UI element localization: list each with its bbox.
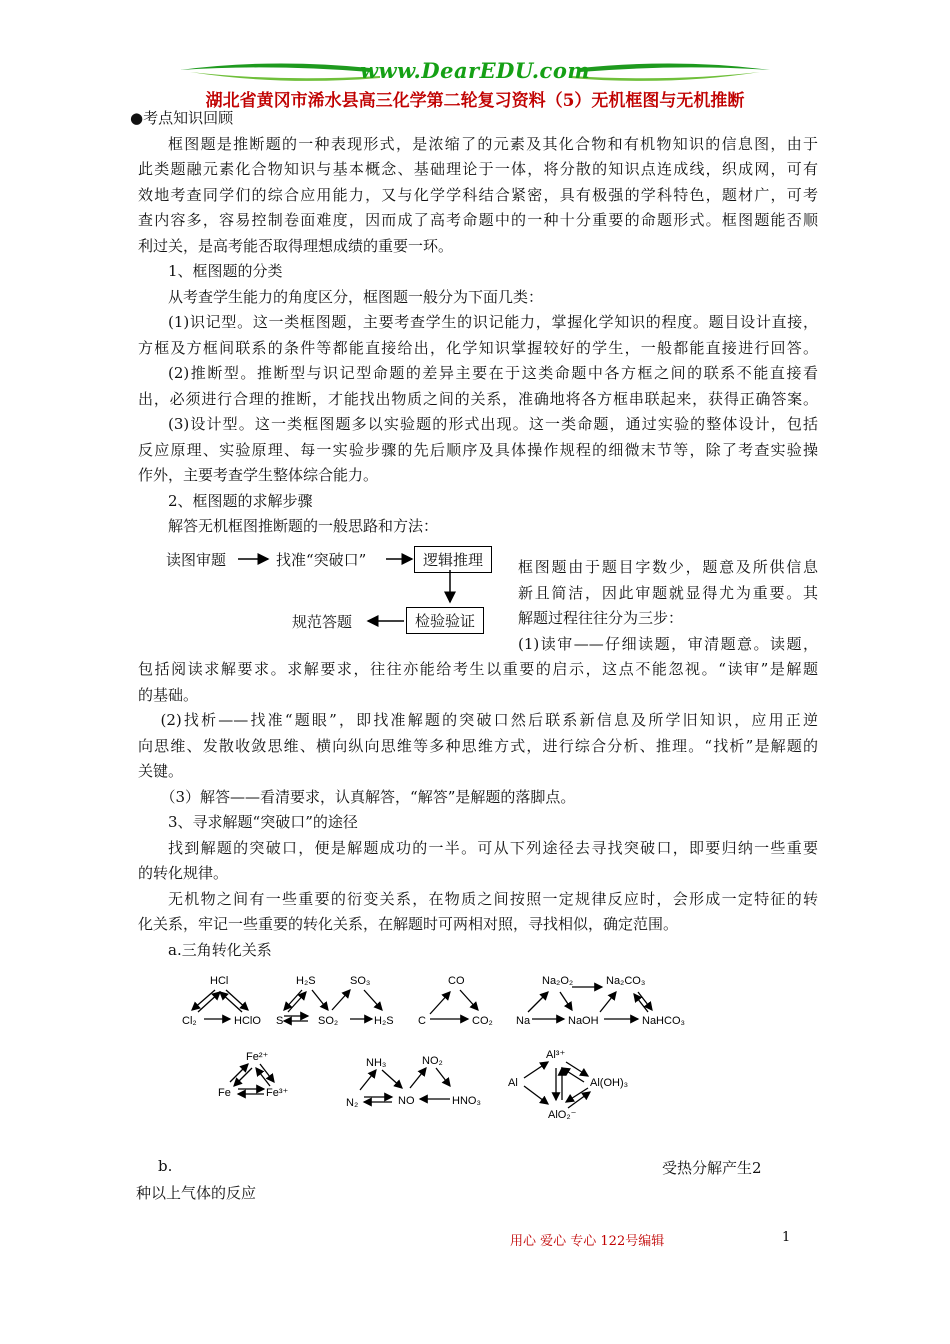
step-1-line: 的基础。 [138, 685, 199, 704]
subsection-b-text: 受热分解产生2 [662, 1159, 762, 1177]
chem-n2: N₂ [346, 1097, 359, 1109]
chem-co2: CO₂ [472, 1015, 493, 1027]
chem-hclo: HClO [234, 1015, 261, 1027]
intro-line: 框图题是推断题的一种表现形式，是浓缩了的元素及其化合物和有机物知识的信息图，由于 [168, 134, 818, 153]
subsection-b-cont: 种以上气体的反应 [136, 1184, 257, 1202]
section-2-heading: 2、框图题的求解步骤 [168, 491, 313, 510]
subsection-b-label: b. [158, 1157, 173, 1175]
flow-step-find: 找准“突破口” [276, 551, 367, 569]
chem-h2s-2: H₂S [374, 1015, 394, 1027]
chem-h2s: H₂S [296, 975, 316, 987]
section-3-line: 化关系，牢记一些重要的转化关系，在解题时可两相对照，寻找相似，确定范围。 [138, 915, 679, 933]
section-3-line: 的转化规律。 [138, 864, 229, 882]
chem-no: NO [398, 1095, 415, 1107]
section-2-intro: 解答无机框图推断题的一般思路和方法： [168, 517, 439, 535]
side-line: 新且简洁，因此审题就显得尤为重要。其 [518, 583, 818, 602]
side-line: 解题过程往往分为三步： [518, 609, 684, 627]
type-3-line: 反应原理、实验原理、每一实验步骤的先后顺序及具体操作规程的细微末节等，除了考查实验操 [138, 440, 818, 459]
step-2-line: 关键。 [138, 762, 184, 780]
type-3-line: (3)设计型。这一类框图题多以实验题的形式出现。这一类命题，通过实验的整体设计，包括 [168, 415, 818, 433]
section-3-line: 无机物之间有一些重要的衍变关系，在物质之间按照一定规律反应时，会形成一定特征的转 [168, 889, 818, 908]
flow-step-answer: 规范答题 [292, 613, 353, 631]
chem-c: C [418, 1015, 426, 1027]
step-2-line: 向思维、发散收敛思维、横向纵向思维等多种思维方式，进行综合分析、推理。“找析”是解题的 [138, 736, 818, 755]
chem-aloh3: Al(OH)₃ [590, 1077, 629, 1089]
chem-co: CO [448, 975, 465, 987]
section-3-line: 找到解题的突破口，便是解题成功的一半。可从下列途径去寻找突破口，即要归纳一些重要 [168, 838, 818, 857]
step-3-line: （3）解答——看清要求，认真解答，“解答”是解题的落脚点。 [160, 787, 576, 806]
chem-naoh: NaOH [568, 1015, 599, 1027]
chem-so2: SO₂ [318, 1015, 339, 1027]
solving-flow-diagram [160, 540, 520, 650]
type-3-line: 作外，主要考查学生整体综合能力。 [138, 466, 379, 484]
subsection-a: a.三角转化关系 [168, 940, 272, 959]
chem-so3: SO₃ [350, 975, 371, 987]
flow-step-read: 读图审题 [166, 551, 227, 569]
type-1-line: (1)识记型。这一类框图题，主要考查学生的识记能力，掌握化学知识的程度。题目设计直接， [168, 313, 818, 331]
side-line: 框图题由于题目字数少，题意及所供信息 [518, 558, 818, 576]
flow-step-reason: 逻辑推理 [414, 546, 492, 573]
chem-al: Al [508, 1077, 518, 1089]
section-1-intro: 从考查学生能力的角度区分，框图题一般分为下面几类： [168, 287, 544, 306]
chem-nh3: NH₃ [366, 1057, 387, 1069]
chem-na2o2: Na₂O₂ [542, 975, 574, 987]
intro-section [130, 106, 818, 540]
chem-fe: Fe [218, 1087, 231, 1099]
chem-al3: Al³⁺ [546, 1049, 566, 1061]
triangle-conversion-diagrams [160, 968, 720, 1148]
chem-na2co3: Na₂CO₃ [606, 975, 646, 987]
steps-section [138, 657, 818, 963]
chem-alo2: AlO₂⁻ [548, 1109, 577, 1121]
chem-hcl: HCl [210, 975, 229, 987]
flow-step-verify: 检验验证 [406, 607, 484, 634]
section-1-heading: 1、框图题的分类 [168, 262, 283, 280]
chem-nahco3: NaHCO₃ [642, 1015, 685, 1027]
intro-line: 此类题融元素化合物知识与基本概念、基础理论于一体，将分散的知识点连成线，织成网，可有 [138, 160, 818, 178]
site-logo [180, 56, 770, 86]
type-2-line: (2)推断型。推断型与识记型命题的差异主要在于这类命题中各方框之间的联系不能直接看 [168, 364, 818, 382]
step-1-line: 包括阅读求解要求。求解要求，往往亦能给考生以重要的启示，这点不能忽视。“读审”是解题 [138, 660, 818, 678]
chem-fe2: Fe²⁺ [246, 1051, 269, 1063]
chem-no2: NO₂ [422, 1055, 443, 1067]
chem-s: S [276, 1015, 284, 1027]
intro-line: 效地考查同学们的综合应用能力，又与化学学科结合紧密，具有极强的学科特色，题材广，可考 [138, 185, 818, 204]
intro-line: 查内容多，容易控制卷面难度，因而成了高考命题中的一种十分重要的命题形式。框图题能否顺 [138, 211, 818, 229]
type-1-line: 方框及方框间联系的条件等都能直接给出，化学知识掌握较好的学生，一般都能直接进行回答。 [138, 338, 818, 357]
section-heading: ●考点知识回顾 [130, 109, 234, 127]
chem-hno3: HNO₃ [452, 1095, 481, 1107]
chem-na: Na [516, 1015, 531, 1027]
section-3-heading: 3、寻求解题“突破口”的途径 [168, 813, 358, 831]
side-line: (1)读审——仔细读题，审清题意。读题， [518, 634, 818, 653]
chem-cl2: Cl₂ [182, 1015, 197, 1027]
page-number: 1 [782, 1230, 791, 1245]
logo-text: www.DearEDU.com [359, 58, 591, 83]
step-2-line: (2)找析——找准“题眼”，即找准解题的突破口然后联系新信息及所学旧知识，应用正逆 [160, 711, 818, 729]
intro-line: 利过关，是高考能否取得理想成绩的重要一环。 [138, 236, 454, 255]
footer-credit: 用心 爱心 专心 122号编辑 [510, 1234, 665, 1249]
page-title: 湖北省黄冈市浠水县高三化学第二轮复习资料（5）无机框图与无机推断 [205, 91, 745, 111]
chem-fe3: Fe³⁺ [266, 1087, 289, 1099]
type-2-line: 出，必须进行合理的推断，才能找出物质之间的关系，准确地将各方框串联起来，获得正确答案。 [138, 389, 818, 408]
flow-side-text [518, 555, 818, 657]
